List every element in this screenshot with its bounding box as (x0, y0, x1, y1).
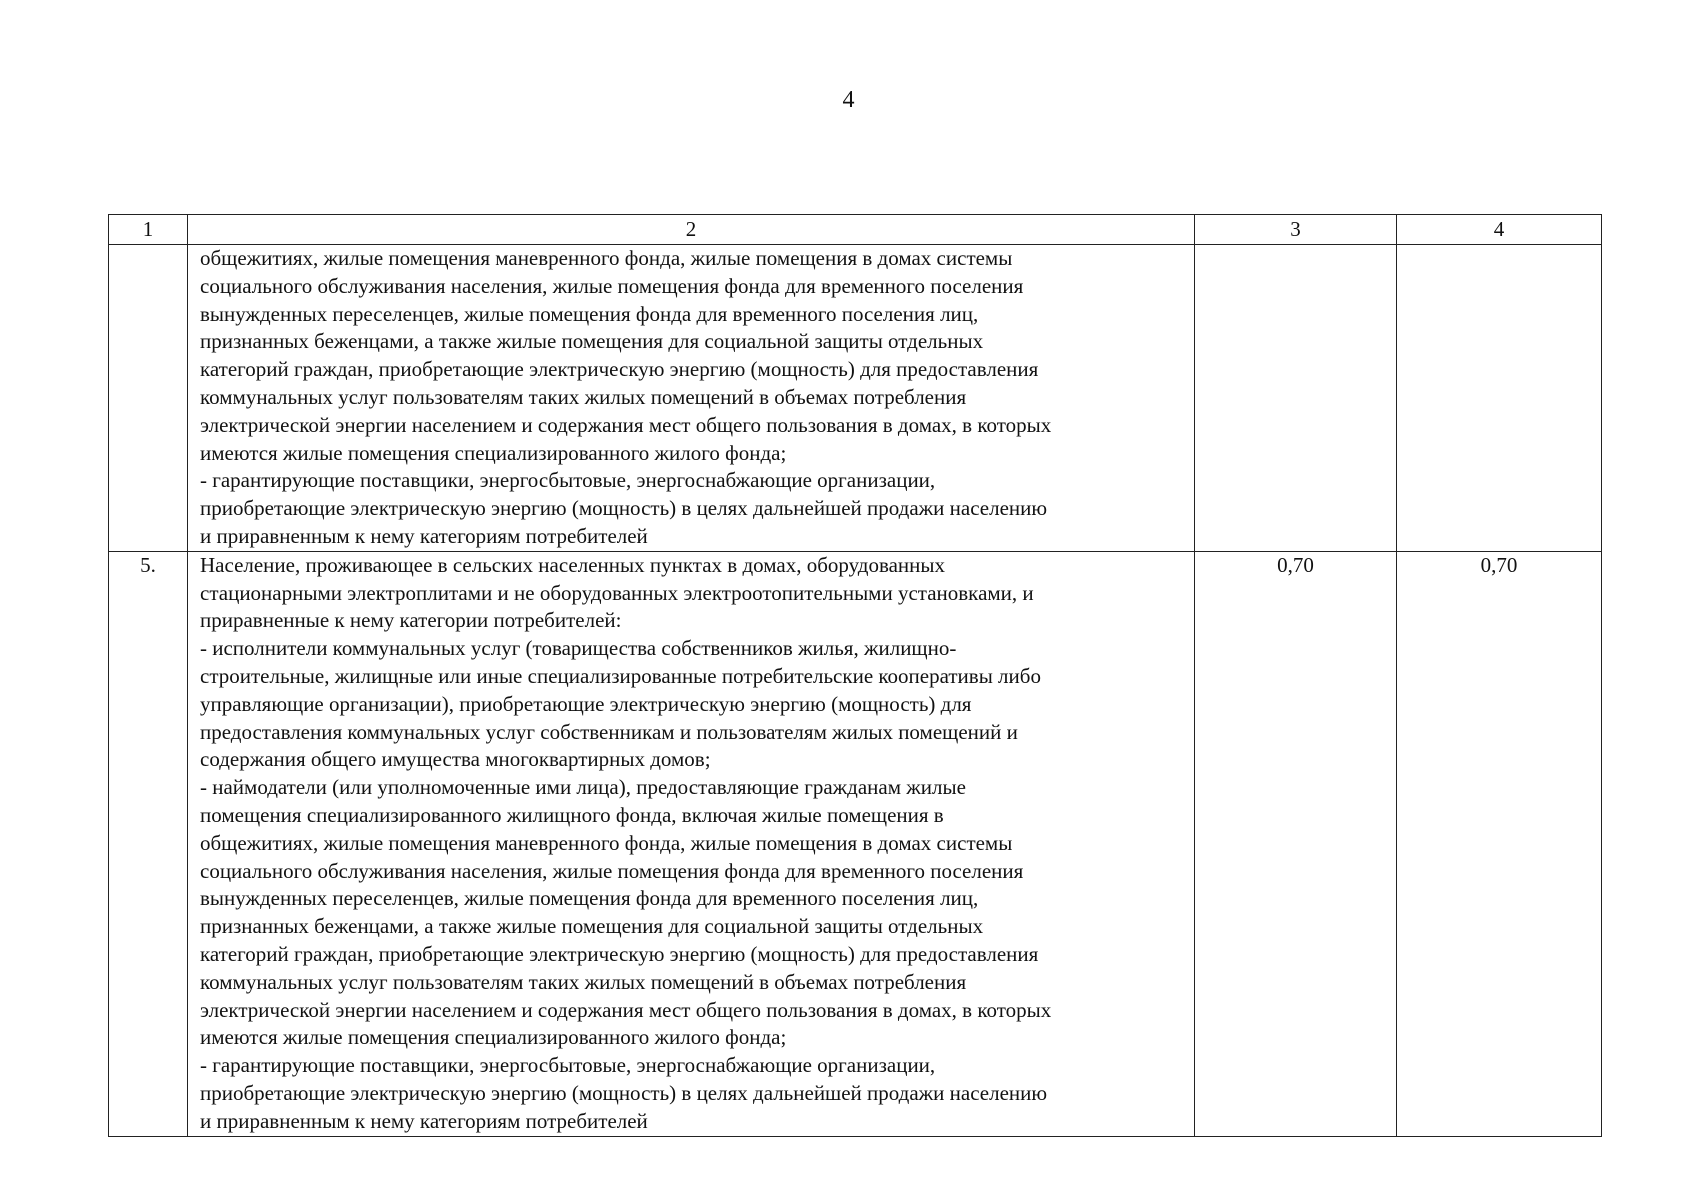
description-line: - наймодатели (или уполномоченные ими лица), предоставляющие гражданам жилые (200, 775, 966, 800)
description-line: социального обслуживания населения, жилые помещения фонда для временного поселения (200, 858, 1024, 883)
description-line: - гарантирующие поставщики, энергосбытовые, энергоснабжающие организации, (200, 468, 936, 493)
value-cell-col3 (1195, 245, 1397, 552)
tariff-table (108, 214, 1602, 1137)
table-row (109, 245, 1602, 552)
description-line: общежитиях, жилые помещения маневренного фонда, жилые помещения в домах системы (200, 830, 1013, 855)
value-cell-col3: 0,70 (1195, 551, 1397, 1136)
table-header-row (109, 215, 1602, 245)
table-body (109, 245, 1602, 1137)
description-line: категорий граждан, приобретающие электрическую энергию (мощность) для предоставления (200, 941, 1039, 966)
description-line: приобретающие электрическую энергию (мощность) в целях дальнейшей продажи населению (200, 496, 1048, 521)
description-line: признанных беженцами, а также жилые помещения для социальной защиты отдельных (200, 914, 984, 939)
description-line: Население, проживающее в сельских населенных пунктах в домах, оборудованных (200, 552, 946, 577)
description-line: коммунальных услуг пользователям таких жилых помещений в объемах потребления (200, 384, 967, 409)
description-line: социального обслуживания населения, жилые помещения фонда для временного поселения (200, 273, 1024, 298)
description-cell (188, 245, 1195, 552)
description-line: приравненные к нему категории потребителей: (200, 608, 622, 633)
description-line: и приравненным к нему категориям потребителей (200, 523, 648, 548)
column-header-4: 4 (1397, 215, 1602, 245)
column-header-1: 1 (109, 215, 188, 245)
row-number-cell: 5. (109, 551, 188, 1136)
description-line: общежитиях, жилые помещения маневренного фонда, жилые помещения в домах системы (200, 246, 1013, 270)
value-cell-col4: 0,70 (1397, 551, 1602, 1136)
description-line: имеются жилые помещения специализированного жилого фонда; (200, 440, 787, 465)
page-number: 4 (842, 87, 855, 113)
description-line: и приравненным к нему категориям потребителей (200, 1108, 648, 1133)
description-line: помещения специализированного жилищного фонда, включая жилые помещения в (200, 802, 944, 827)
value-cell-col4 (1397, 245, 1602, 552)
description-line: предоставления коммунальных услуг собственникам и пользователям жилых помещений и (200, 719, 1018, 744)
description-line: вынужденных переселенцев, жилые помещения фонда для временного поселения лиц, (200, 886, 979, 911)
column-header-2: 2 (188, 215, 1195, 245)
row-number-cell (109, 245, 188, 552)
table-row (109, 551, 1602, 1136)
description-line: содержания общего имущества многоквартирных домов; (200, 747, 711, 772)
description-line: имеются жилые помещения специализированного жилого фонда; (200, 1025, 787, 1050)
description-line: вынужденных переселенцев, жилые помещения фонда для временного поселения лиц, (200, 301, 979, 326)
column-header-3: 3 (1195, 215, 1397, 245)
description-line: категорий граждан, приобретающие электрическую энергию (мощность) для предоставления (200, 357, 1039, 382)
description-line: строительные, жилищные или иные специализированные потребительские кооперативы либо (200, 663, 1041, 688)
description-line: электрической энергии населением и содержания мест общего пользования в домах, в которых (200, 997, 1052, 1022)
description-line: признанных беженцами, а также жилые помещения для социальной защиты отдельных (200, 329, 984, 354)
description-line: коммунальных услуг пользователям таких жилых помещений в объемах потребления (200, 969, 967, 994)
description-line: стационарными электроплитами и не оборудованных электроотопительными установками, и (200, 580, 1034, 605)
description-line: управляющие организации), приобретающие электрическую энергию (мощность) для (200, 691, 972, 716)
description-line: - исполнители коммунальных услуг (товарищества собственников жилья, жилищно- (200, 636, 957, 661)
description-cell (188, 551, 1195, 1136)
description-line: приобретающие электрическую энергию (мощность) в целях дальнейшей продажи населению (200, 1080, 1048, 1105)
description-line: - гарантирующие поставщики, энергосбытовые, энергоснабжающие организации, (200, 1053, 936, 1078)
description-line: электрической энергии населением и содержания мест общего пользования в домах, в которых (200, 412, 1052, 437)
